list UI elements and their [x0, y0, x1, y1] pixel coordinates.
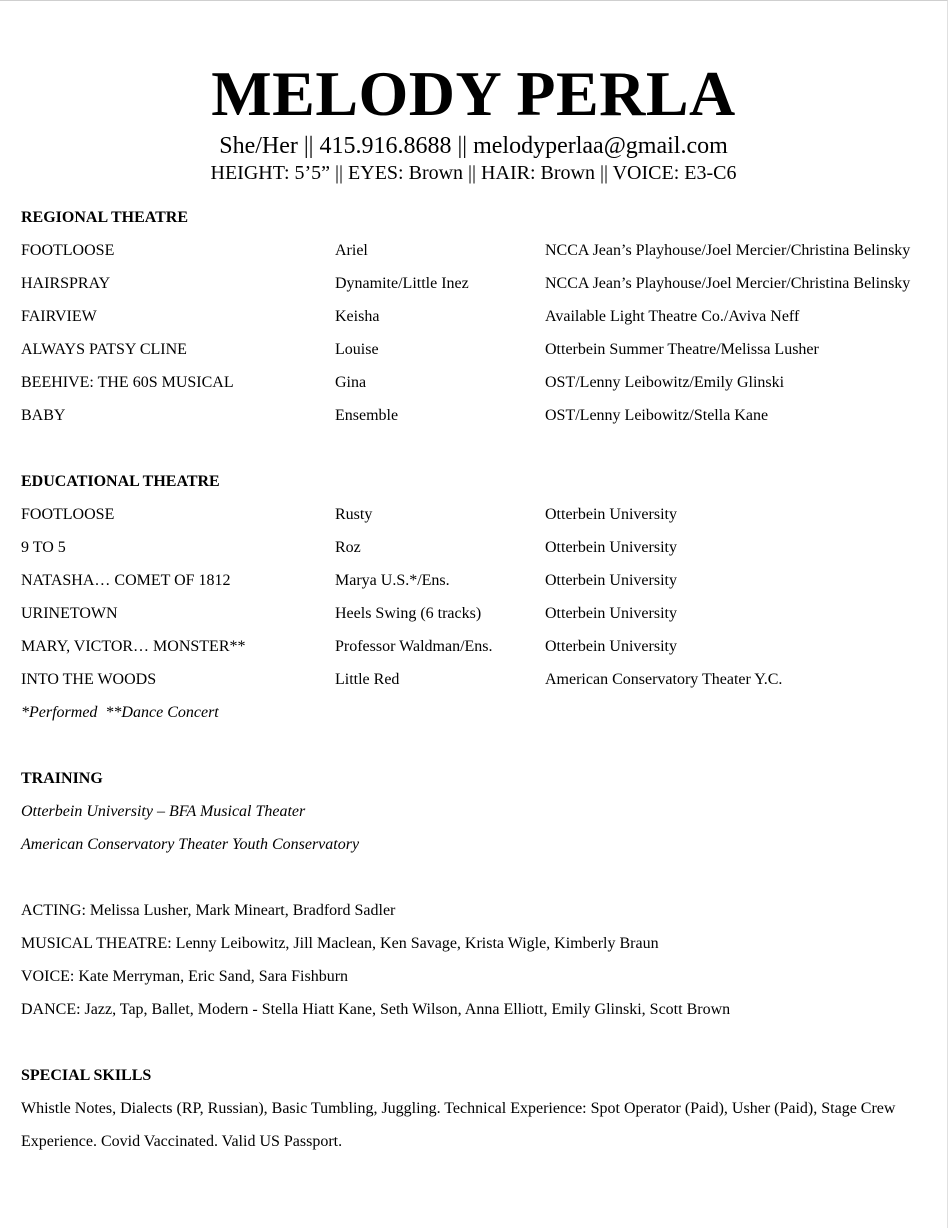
special-skills-text: Whistle Notes, Dialects (RP, Russian), Basic Tumbling, Juggling. Technical Experience: Spot Operator (Paid), Usher (Paid), Stage Crew Experience. Covid Vaccinated. Valid US Passport.	[21, 1100, 896, 1150]
educational-theatre-list	[21, 498, 941, 696]
special-skills-heading: SPECIAL SKILLS	[21, 1067, 152, 1084]
show-title: 9 TO 5	[21, 539, 66, 556]
training-heading: TRAINING	[21, 770, 103, 787]
venue: American Conservatory Theater Y.C.	[545, 671, 783, 688]
venue: Available Light Theatre Co./Aviva Neff	[545, 308, 800, 325]
section-spacer	[21, 729, 941, 762]
credits-footnote: *Performed **Dance Concert	[21, 704, 219, 721]
venue: Otterbein University	[545, 572, 677, 589]
section-spacer	[21, 1026, 941, 1059]
show-title: HAIRSPRAY	[21, 275, 111, 292]
credit-row	[21, 333, 941, 366]
training-school: American Conservatory Theater Youth Conservatory	[21, 836, 360, 853]
training-teachers-musical-theatre: MUSICAL THEATRE: Lenny Leibowitz, Jill Maclean, Ken Savage, Krista Wigle, Kimberly Braun	[21, 935, 659, 952]
credit-row	[21, 399, 941, 432]
show-title: FOOTLOOSE	[21, 506, 115, 523]
resume-content	[21, 201, 941, 1158]
training-teachers-acting: ACTING: Melissa Lusher, Mark Mineart, Bradford Sadler	[21, 902, 396, 919]
role: Professor Waldman/Ens.	[335, 638, 493, 655]
physical-stats-line: HEIGHT: 5’5” || EYES: Brown || HAIR: Brown || VOICE: E3-C6	[210, 162, 737, 184]
training-school: Otterbein University – BFA Musical Theater	[21, 803, 306, 820]
credit-row	[21, 564, 941, 597]
contact-line: She/Her || 415.916.8688 || melodyperlaa@gmail.com	[219, 133, 728, 159]
training-teachers-voice: VOICE: Kate Merryman, Eric Sand, Sara Fishburn	[21, 968, 349, 985]
credit-row	[21, 234, 941, 267]
regional-theatre-heading: REGIONAL THEATRE	[21, 209, 189, 226]
role: Heels Swing (6 tracks)	[335, 605, 482, 622]
role: Little Red	[335, 671, 400, 688]
venue: Otterbein University	[545, 605, 677, 622]
credit-row	[21, 531, 941, 564]
regional-theatre-list	[21, 234, 941, 432]
show-title: ALWAYS PATSY CLINE	[21, 341, 187, 358]
role: Gina	[335, 374, 367, 391]
section-spacer	[21, 861, 941, 894]
venue: Otterbein University	[545, 539, 677, 556]
show-title: MARY, VICTOR… MONSTER**	[21, 638, 246, 655]
credit-row	[21, 597, 941, 630]
credit-row	[21, 663, 941, 696]
show-title: BEEHIVE: THE 60S MUSICAL	[21, 374, 234, 391]
show-title: BABY	[21, 407, 66, 424]
role: Louise	[335, 341, 379, 358]
venue: Otterbein University	[545, 506, 677, 523]
role: Rusty	[335, 506, 373, 523]
venue: NCCA Jean’s Playhouse/Joel Mercier/Christina Belinsky	[545, 275, 911, 292]
role: Ensemble	[335, 407, 399, 424]
venue: OST/Lenny Leibowitz/Emily Glinski	[545, 374, 785, 391]
resume-name: MELODY PERLA	[211, 58, 736, 129]
venue: Otterbein University	[545, 638, 677, 655]
role: Keisha	[335, 308, 380, 325]
credit-row	[21, 267, 941, 300]
credit-row	[21, 366, 941, 399]
show-title: FAIRVIEW	[21, 308, 97, 325]
role: Roz	[335, 539, 361, 556]
credit-row	[21, 498, 941, 531]
credit-row	[21, 300, 941, 333]
role: Marya U.S.*/Ens.	[335, 572, 450, 589]
venue: OST/Lenny Leibowitz/Stella Kane	[545, 407, 769, 424]
role: Dynamite/Little Inez	[335, 275, 469, 292]
training-teachers-dance: DANCE: Jazz, Tap, Ballet, Modern - Stella Hiatt Kane, Seth Wilson, Anna Elliott, Emily Glinski, Scott Brown	[21, 1001, 731, 1018]
show-title: INTO THE WOODS	[21, 671, 157, 688]
venue: NCCA Jean’s Playhouse/Joel Mercier/Christina Belinsky	[545, 242, 911, 259]
section-spacer	[21, 432, 941, 465]
show-title: FOOTLOOSE	[21, 242, 115, 259]
show-title: URINETOWN	[21, 605, 118, 622]
venue: Otterbein Summer Theatre/Melissa Lusher	[545, 341, 819, 358]
credit-row	[21, 630, 941, 663]
educational-theatre-heading: EDUCATIONAL THEATRE	[21, 473, 220, 490]
show-title: NATASHA… COMET OF 1812	[21, 572, 231, 589]
role: Ariel	[335, 242, 368, 259]
